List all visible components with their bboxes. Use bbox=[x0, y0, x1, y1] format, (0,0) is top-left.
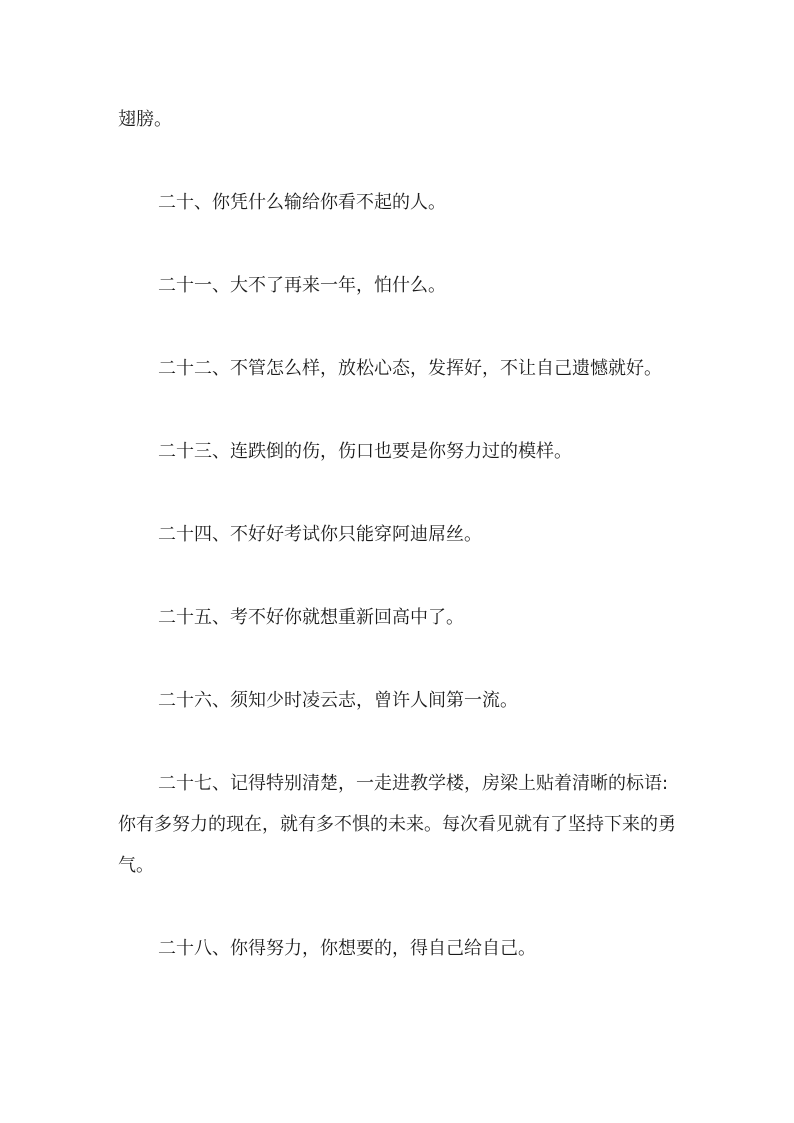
paragraph-23: 二十三、连跌倒的伤，伤口也要是你努力过的模样。 bbox=[158, 441, 572, 462]
paragraph-22: 二十二、不管怎么样，放松心态，发挥好，不让自己遗憾就好。 bbox=[158, 358, 662, 379]
paragraph-26: 二十六、须知少时凌云志，曾许人间第一流。 bbox=[158, 690, 518, 711]
paragraph-continuation: 翅膀。 bbox=[118, 109, 172, 130]
paragraph-28: 二十八、你得努力，你想要的，得自己给自己。 bbox=[158, 938, 536, 959]
paragraph-21: 二十一、大不了再来一年，怕什么。 bbox=[158, 275, 446, 296]
paragraph-27: 二十七、记得特别清楚，一走进教学楼，房梁上贴着清晰的标语:你有多努力的现在，就有多不惧的未来。每次看见就有了坚持下来的勇气。 bbox=[118, 773, 676, 876]
paragraph-25: 二十五、考不好你就想重新回高中了。 bbox=[158, 607, 464, 628]
paragraph-24: 二十四、不好好考试你只能穿阿迪屌丝。 bbox=[158, 524, 482, 545]
paragraph-20: 二十、你凭什么输给你看不起的人。 bbox=[158, 192, 446, 213]
